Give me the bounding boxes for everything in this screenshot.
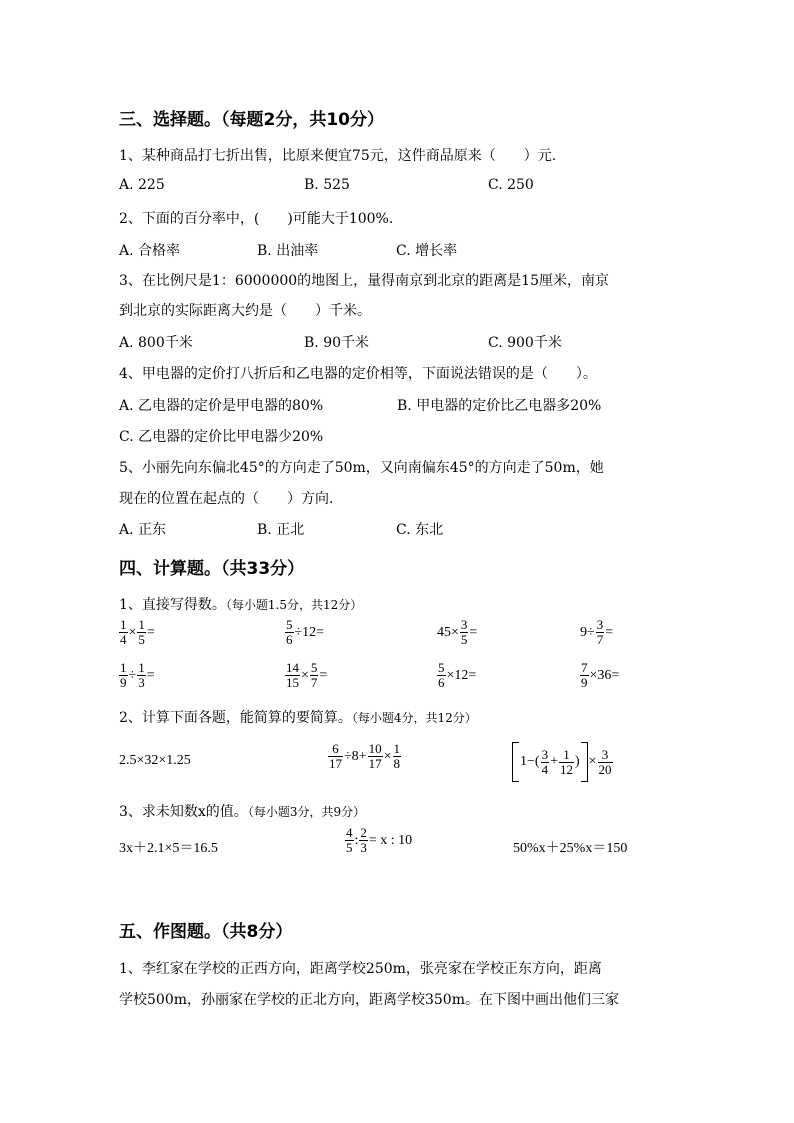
fraction: $\frac{5}{6}$ (438, 660, 445, 690)
calc-q3-note: （每小题3分，共9分） (247, 805, 366, 819)
option-c: C. 250 (488, 177, 534, 193)
calc-item: $\frac{1}{4}$ × $\frac{1}{5}$ = (120, 617, 155, 647)
option-a: A. 合格率 (119, 243, 181, 259)
fraction: $\frac{3}{4}$ (541, 746, 549, 777)
right-bracket-icon (581, 742, 588, 782)
section-3-title: 三、选择题。（每题2分，共10分） (119, 110, 384, 130)
question-3-line-2: 到北京的实际距离大约是（ ）千米。 (119, 303, 371, 319)
fraction: $\frac{10}{17}$ (368, 741, 382, 771)
calc-q2-expr-1: 2.5×32×1.25 (119, 753, 191, 768)
option-c: C. 增长率 (396, 243, 458, 259)
left-bracket-icon (512, 742, 519, 782)
calc-q1-label (119, 594, 362, 614)
calc-item: $\frac{1}{9}$ ÷ $\frac{1}{3}$ = (120, 660, 155, 690)
drawing-question-line-2: 学校500m，孙丽家在学校的正北方向，距离学校350m。在下图中画出他们三家 (119, 992, 619, 1008)
option-b: B. 90千米 (304, 335, 370, 351)
option-a: A. 225 (119, 177, 165, 193)
fraction: $\frac{4}{5}$ (346, 825, 353, 855)
calc-q3-expr-3: 50%x＋25%x＝150 (513, 841, 628, 856)
fraction: $\frac{1}{9}$ (120, 660, 127, 690)
option-b: B. 525 (304, 177, 350, 193)
fraction: $\frac{1}{3}$ (138, 660, 145, 690)
fraction: $\frac{14}{15}$ (286, 660, 299, 690)
calc-q2-expr-3: 1−( $\frac{3}{4}$ + $\frac{1}{12}$ ) × $\frac{3}{20}$ (512, 742, 613, 782)
calc-q2-expr-2: $\frac{6}{17}$ ÷8+ $\frac{10}{17}$ × $\frac{1}{8}$ (329, 741, 400, 771)
fraction: $\frac{3}{20}$ (598, 746, 612, 777)
question-3: 3、在比例尺是1：6000000的地图上，量得南京到北京的距离是15厘米，南京 (119, 273, 609, 289)
calc-item: 45× $\frac{3}{5}$ = (437, 617, 478, 647)
fraction: $\frac{7}{9}$ (581, 660, 588, 690)
option-a: A. 乙电器的定价是甲电器的80% (119, 398, 324, 414)
question-5: 5、小丽先向东偏北45°的方向走了50m，又向南偏东45°的方向走了50m，她 (119, 460, 604, 476)
fraction: $\frac{1}{5}$ (138, 617, 145, 647)
fraction: $\frac{6}{17}$ (329, 741, 342, 771)
calc-q3-expr-2: $\frac{4}{5}$ : $\frac{2}{3}$ = x : 10 (346, 825, 413, 855)
fraction: $\frac{3}{5}$ (460, 617, 468, 647)
option-c: C. 900千米 (488, 335, 562, 351)
option-a: A. 正东 (119, 522, 167, 538)
option-c: C. 乙电器的定价比甲电器少20% (119, 429, 324, 445)
question-4: 4、甲电器的定价打八折后和乙电器的定价相等，下面说法错误的是（ ）。 (119, 366, 597, 382)
calc-q2-label (119, 707, 477, 727)
calc-q3-label (119, 801, 365, 821)
calc-item: $\frac{5}{6}$ ×12= (438, 660, 477, 690)
option-a: A. 800千米 (119, 335, 193, 351)
calc-q3-text: 3、求未知数x的值。 (119, 804, 248, 820)
calc-q2-text: 2、计算下面各题，能简算的要简算。 (119, 710, 352, 726)
question-1: 1、某种商品打七折出售，比原来便宜75元，这件商品原来（ ）元. (119, 148, 557, 164)
calc-q3-expr-1: 3x＋2.1×5＝16.5 (119, 841, 218, 856)
option-b: B. 出油率 (257, 243, 319, 259)
fraction: $\frac{1}{4}$ (120, 617, 127, 647)
fraction: $\frac{3}{7}$ (596, 617, 604, 647)
fraction: $\frac{5}{6}$ (286, 617, 293, 647)
calc-item: $\frac{5}{6}$ ÷12= (286, 617, 325, 647)
fraction: $\frac{2}{3}$ (360, 825, 367, 855)
calc-item: 9÷ $\frac{3}{7}$ = (580, 617, 614, 647)
question-2: 2、下面的百分率中，( )可能大于100%. (119, 211, 394, 227)
option-b: B. 正北 (257, 522, 305, 538)
fraction: $\frac{1}{8}$ (393, 741, 400, 771)
option-c: C. 东北 (396, 522, 444, 538)
question-5-line-2: 现在的位置在起点的（ ）方向. (119, 491, 334, 507)
option-b: B. 甲电器的定价比乙电器多20% (397, 398, 602, 414)
calc-q1-text: 1、直接写得数。 (119, 597, 226, 613)
fraction: $\frac{5}{7}$ (310, 660, 318, 690)
calc-item: $\frac{14}{15}$ × $\frac{5}{7}$ = (286, 660, 328, 690)
drawing-question-line-1: 1、李红家在学校的正西方向，距离学校250m，张亮家在学校正东方向，距离 (119, 961, 602, 977)
calc-item: $\frac{7}{9}$ ×36= (581, 660, 620, 690)
calc-q2-note: （每小题4分，共12分） (351, 711, 477, 725)
section-4-title: 四、计算题。（共33分） (119, 559, 305, 579)
fraction: $\frac{1}{12}$ (559, 746, 573, 777)
calc-q1-note: （每小题1.5分，共12分） (225, 598, 363, 612)
section-5-title: 五、作图题。（共8分） (119, 922, 293, 942)
